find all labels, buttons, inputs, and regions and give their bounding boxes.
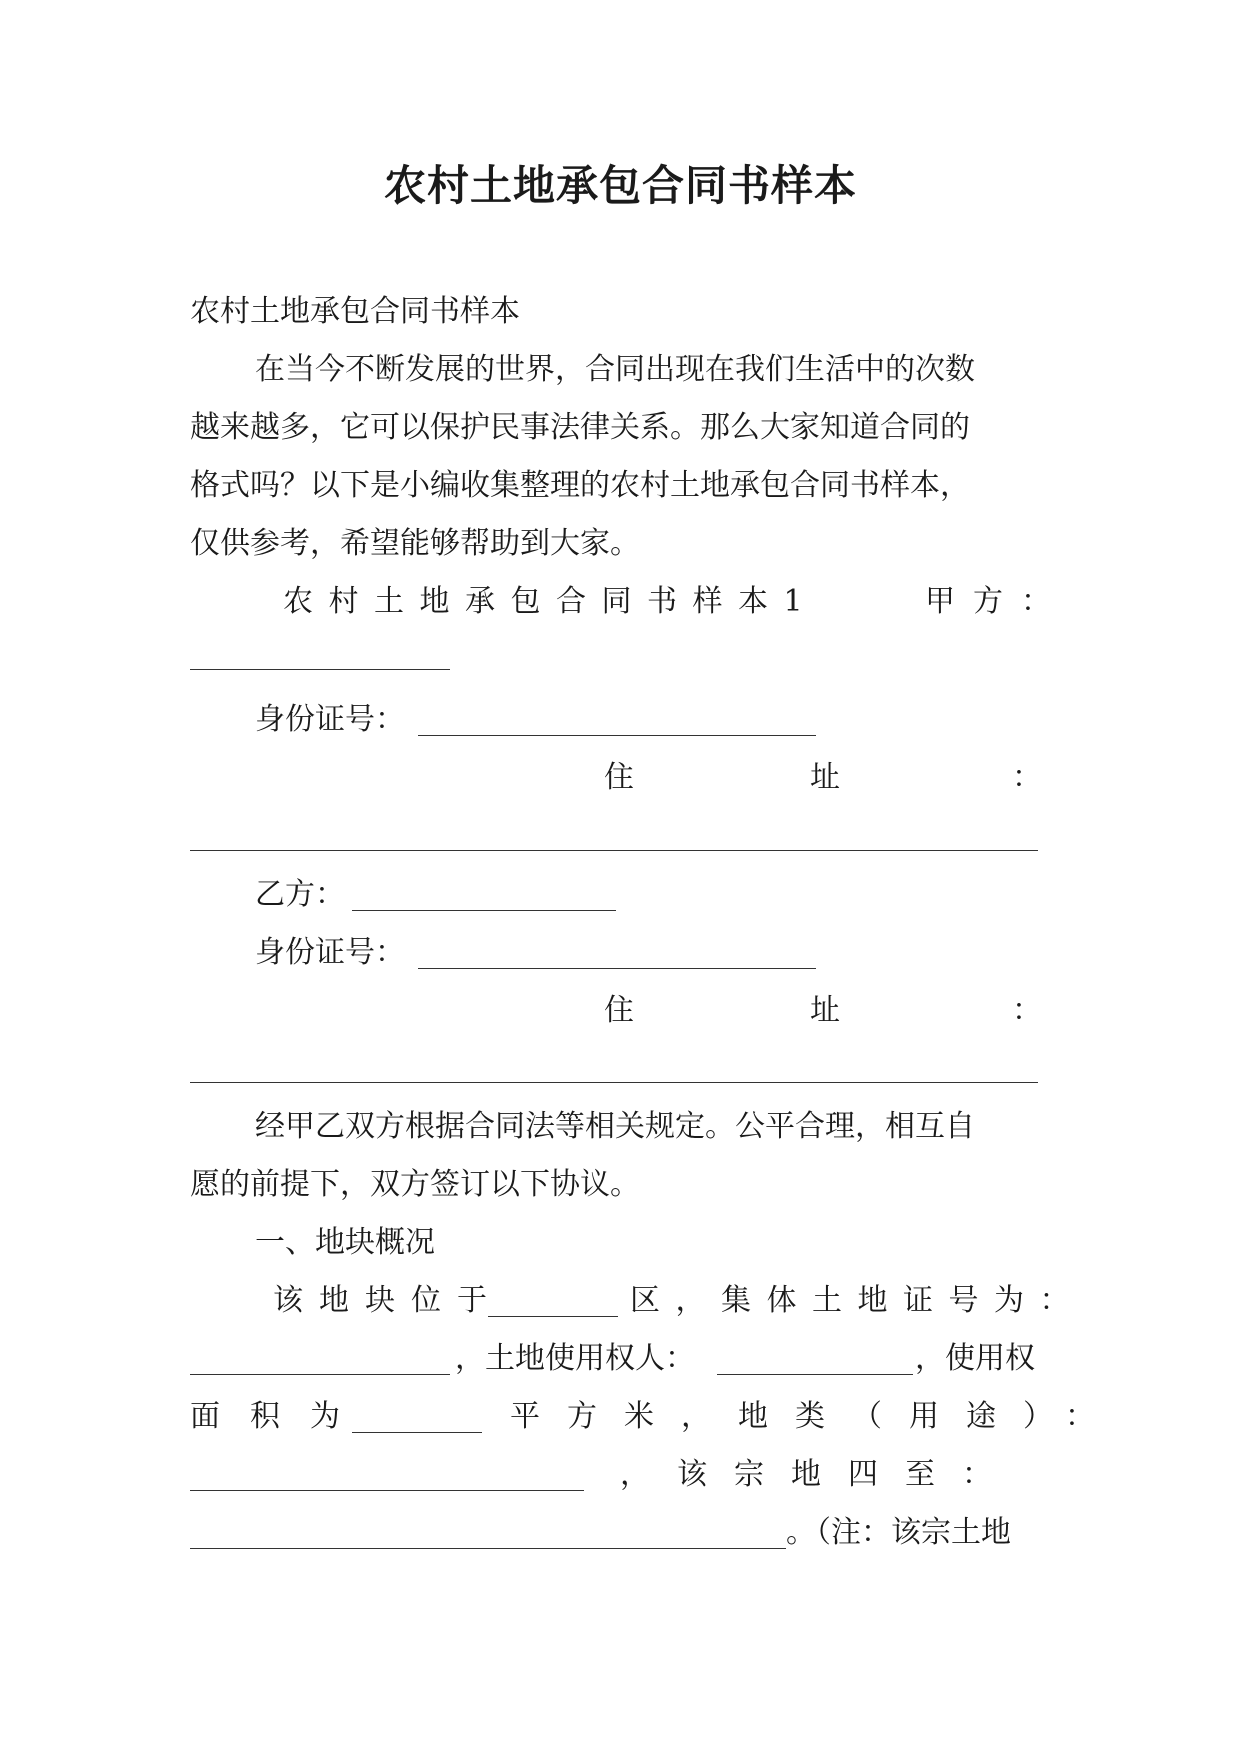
party-b-addr-blank[interactable] [190, 1082, 1038, 1083]
party-a-addr-colon: ： [1012, 760, 1042, 795]
party-b-id-blank[interactable] [418, 968, 816, 969]
subtitle: 农村土地承包合同书样本 [190, 294, 520, 329]
user-text-a: ，土地使用权人： [455, 1341, 695, 1376]
party-a-addr-char1: 住 [604, 760, 634, 795]
intro-line-2: 越来越多，它可以保护民事法律关系。那么大家知道合同的 [190, 410, 970, 445]
district-blank[interactable] [488, 1316, 618, 1317]
page-title: 农村土地承包合同书样本 [383, 161, 857, 210]
right-holder-blank[interactable] [717, 1374, 913, 1375]
intro-line-4: 仅供参考，希望能够帮助到大家。 [190, 526, 640, 561]
area-text-a: 面积为 [190, 1399, 370, 1434]
four-bound-text: ，该宗地四至： [620, 1457, 1019, 1492]
party-a-label: 甲方： [925, 584, 1069, 619]
party-b-addr-colon: ： [1012, 993, 1042, 1028]
land-cert-blank[interactable] [190, 1374, 450, 1375]
location-text-b: 区，集体土地证号为： [630, 1283, 1085, 1318]
party-b-blank[interactable] [352, 910, 616, 911]
intro-line-1: 在当今不断发展的世界，合同出现在我们生活中的次数 [255, 352, 975, 387]
party-a-addr-char2: 址 [810, 760, 840, 795]
note-text: 。（注：该宗土地 [786, 1515, 1011, 1550]
area-text-b: 平方米，地类（用途）： [510, 1399, 1122, 1434]
boundary-blank[interactable] [190, 1548, 786, 1549]
party-b-addr-char2: 址 [810, 993, 840, 1028]
area-blank[interactable] [352, 1432, 482, 1433]
party-a-id-blank[interactable] [418, 735, 816, 736]
section-1-heading: 一、地块概况 [255, 1225, 435, 1260]
party-b-addr-char1: 住 [604, 993, 634, 1028]
land-use-blank[interactable] [190, 1490, 584, 1491]
location-text-a: 该地块位于 [273, 1283, 503, 1318]
sample-heading: 农村土地承包合同书样本1 [283, 584, 819, 619]
user-text-b: ，使用权 [915, 1341, 1035, 1376]
intro-line-3: 格式吗？以下是小编收集整理的农村土地承包合同书样本， [190, 468, 970, 503]
party-a-addr-blank[interactable] [190, 850, 1038, 851]
party-a-id-label: 身份证号： [255, 702, 405, 737]
agreement-line-1: 经甲乙双方根据合同法等相关规定。公平合理，相互自 [255, 1109, 975, 1144]
party-a-blank[interactable] [190, 669, 450, 670]
party-b-label: 乙方： [255, 877, 345, 912]
agreement-line-2: 愿的前提下，双方签订以下协议。 [190, 1167, 640, 1202]
party-b-id-label: 身份证号： [255, 935, 405, 970]
